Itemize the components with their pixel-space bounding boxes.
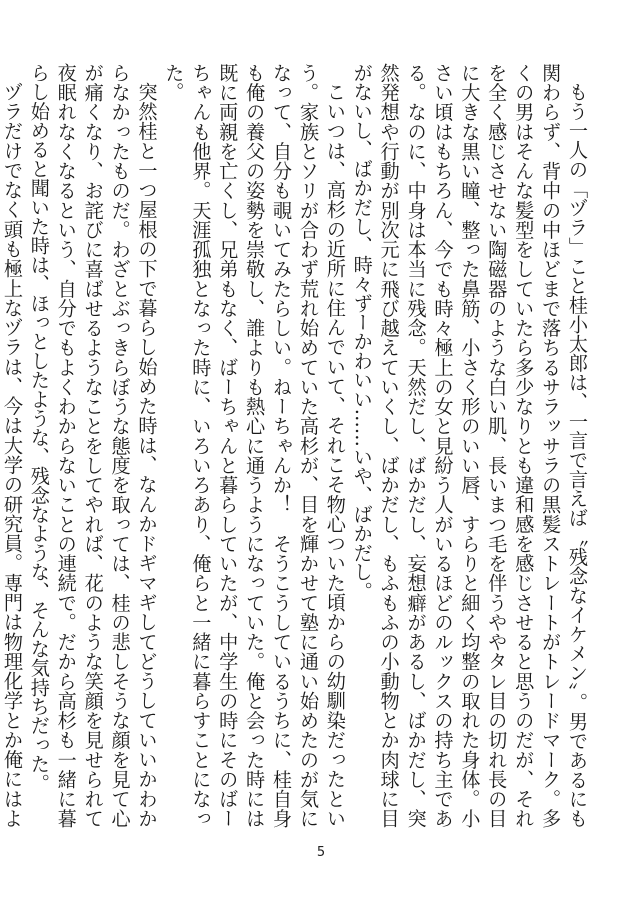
page-number: 5 [316,845,326,860]
paragraph-3: 突然桂と一つ屋根の下で暮らし始めた時は、なんかドギマギしてどうしていいかわからなかったものだ。わざとぶっきらぼうな態度を取っては、桂の悲しそうな顔を見て心が痛くなり、お詫びに喜ばせるようなことをしてやれば、花のような笑顔を見せられて夜眠れなくなるという、自分でもよくわからないことの連続で。だから高杉も一緒に暮らし始めると聞いた時は、ほっとしたような、残念なような、そんな気持ちだった。 [27,63,159,828]
paragraph-4: ヅラだけでなく頭も極上なヅラは、今は大学の研究員。専門は物理化学とか俺にはよ [0,82,24,828]
paragraph-2: こいつは、高杉の近所に住んでいて、それこそ物心ついた頃からの幼馴染だったという。家族とソリが合わず荒れ始めていた高杉が、目を輝かせて塾に通い始めたのが気になって、自分も覗いてみたらしい。ねーちゃんか！ そうこうしているうちに、桂自身も俺の養父の姿勢を崇敬し、誰よりも熱心に通うようになっていた。俺と会った時には既に両親を亡くし、兄弟もなく、ばーちゃんと暮らしていたが、中学生の時にそのばーちゃんも他界。天涯孤独となった時に、いろいろあり、俺らと一緒に暮らすことになった。 [162,63,347,828]
paragraph-1: もう一人の「ヅラ」こと桂小太郎は、一言で言えば〝残念なイケメン〟。男であるにも関わらず、背中の中ほどまで落ちるサラッサラの黒髪ストレートがトレードマーク。多くの男はそんな髪型をしていたら多少なりとも違和感を感じさせると思うのだが、それを全く感じさせない陶磁器のような白い肌、長いまつ毛を伴うややタレ目の切れ長の目に大きな黒い瞳、整った鼻筋、小さく形のいい唇、すらりと細く均整の取れた身体。小さい頃はもちろん、今でも時々極上の女と見紛う人がいるほどのルックスの持ち主である。なのに、中身は本当に残念。天然だし、ばかだし、妄想癖があるし、ばかだし、突然発想や行動が別次元に飛び越えていくし、ばかだし、もふもふの小動物とか肉球に目がないし、ばかだし、時々ずーかわいい……いや、ばかだし。 [350,63,589,828]
vertical-body-text [0,63,590,828]
